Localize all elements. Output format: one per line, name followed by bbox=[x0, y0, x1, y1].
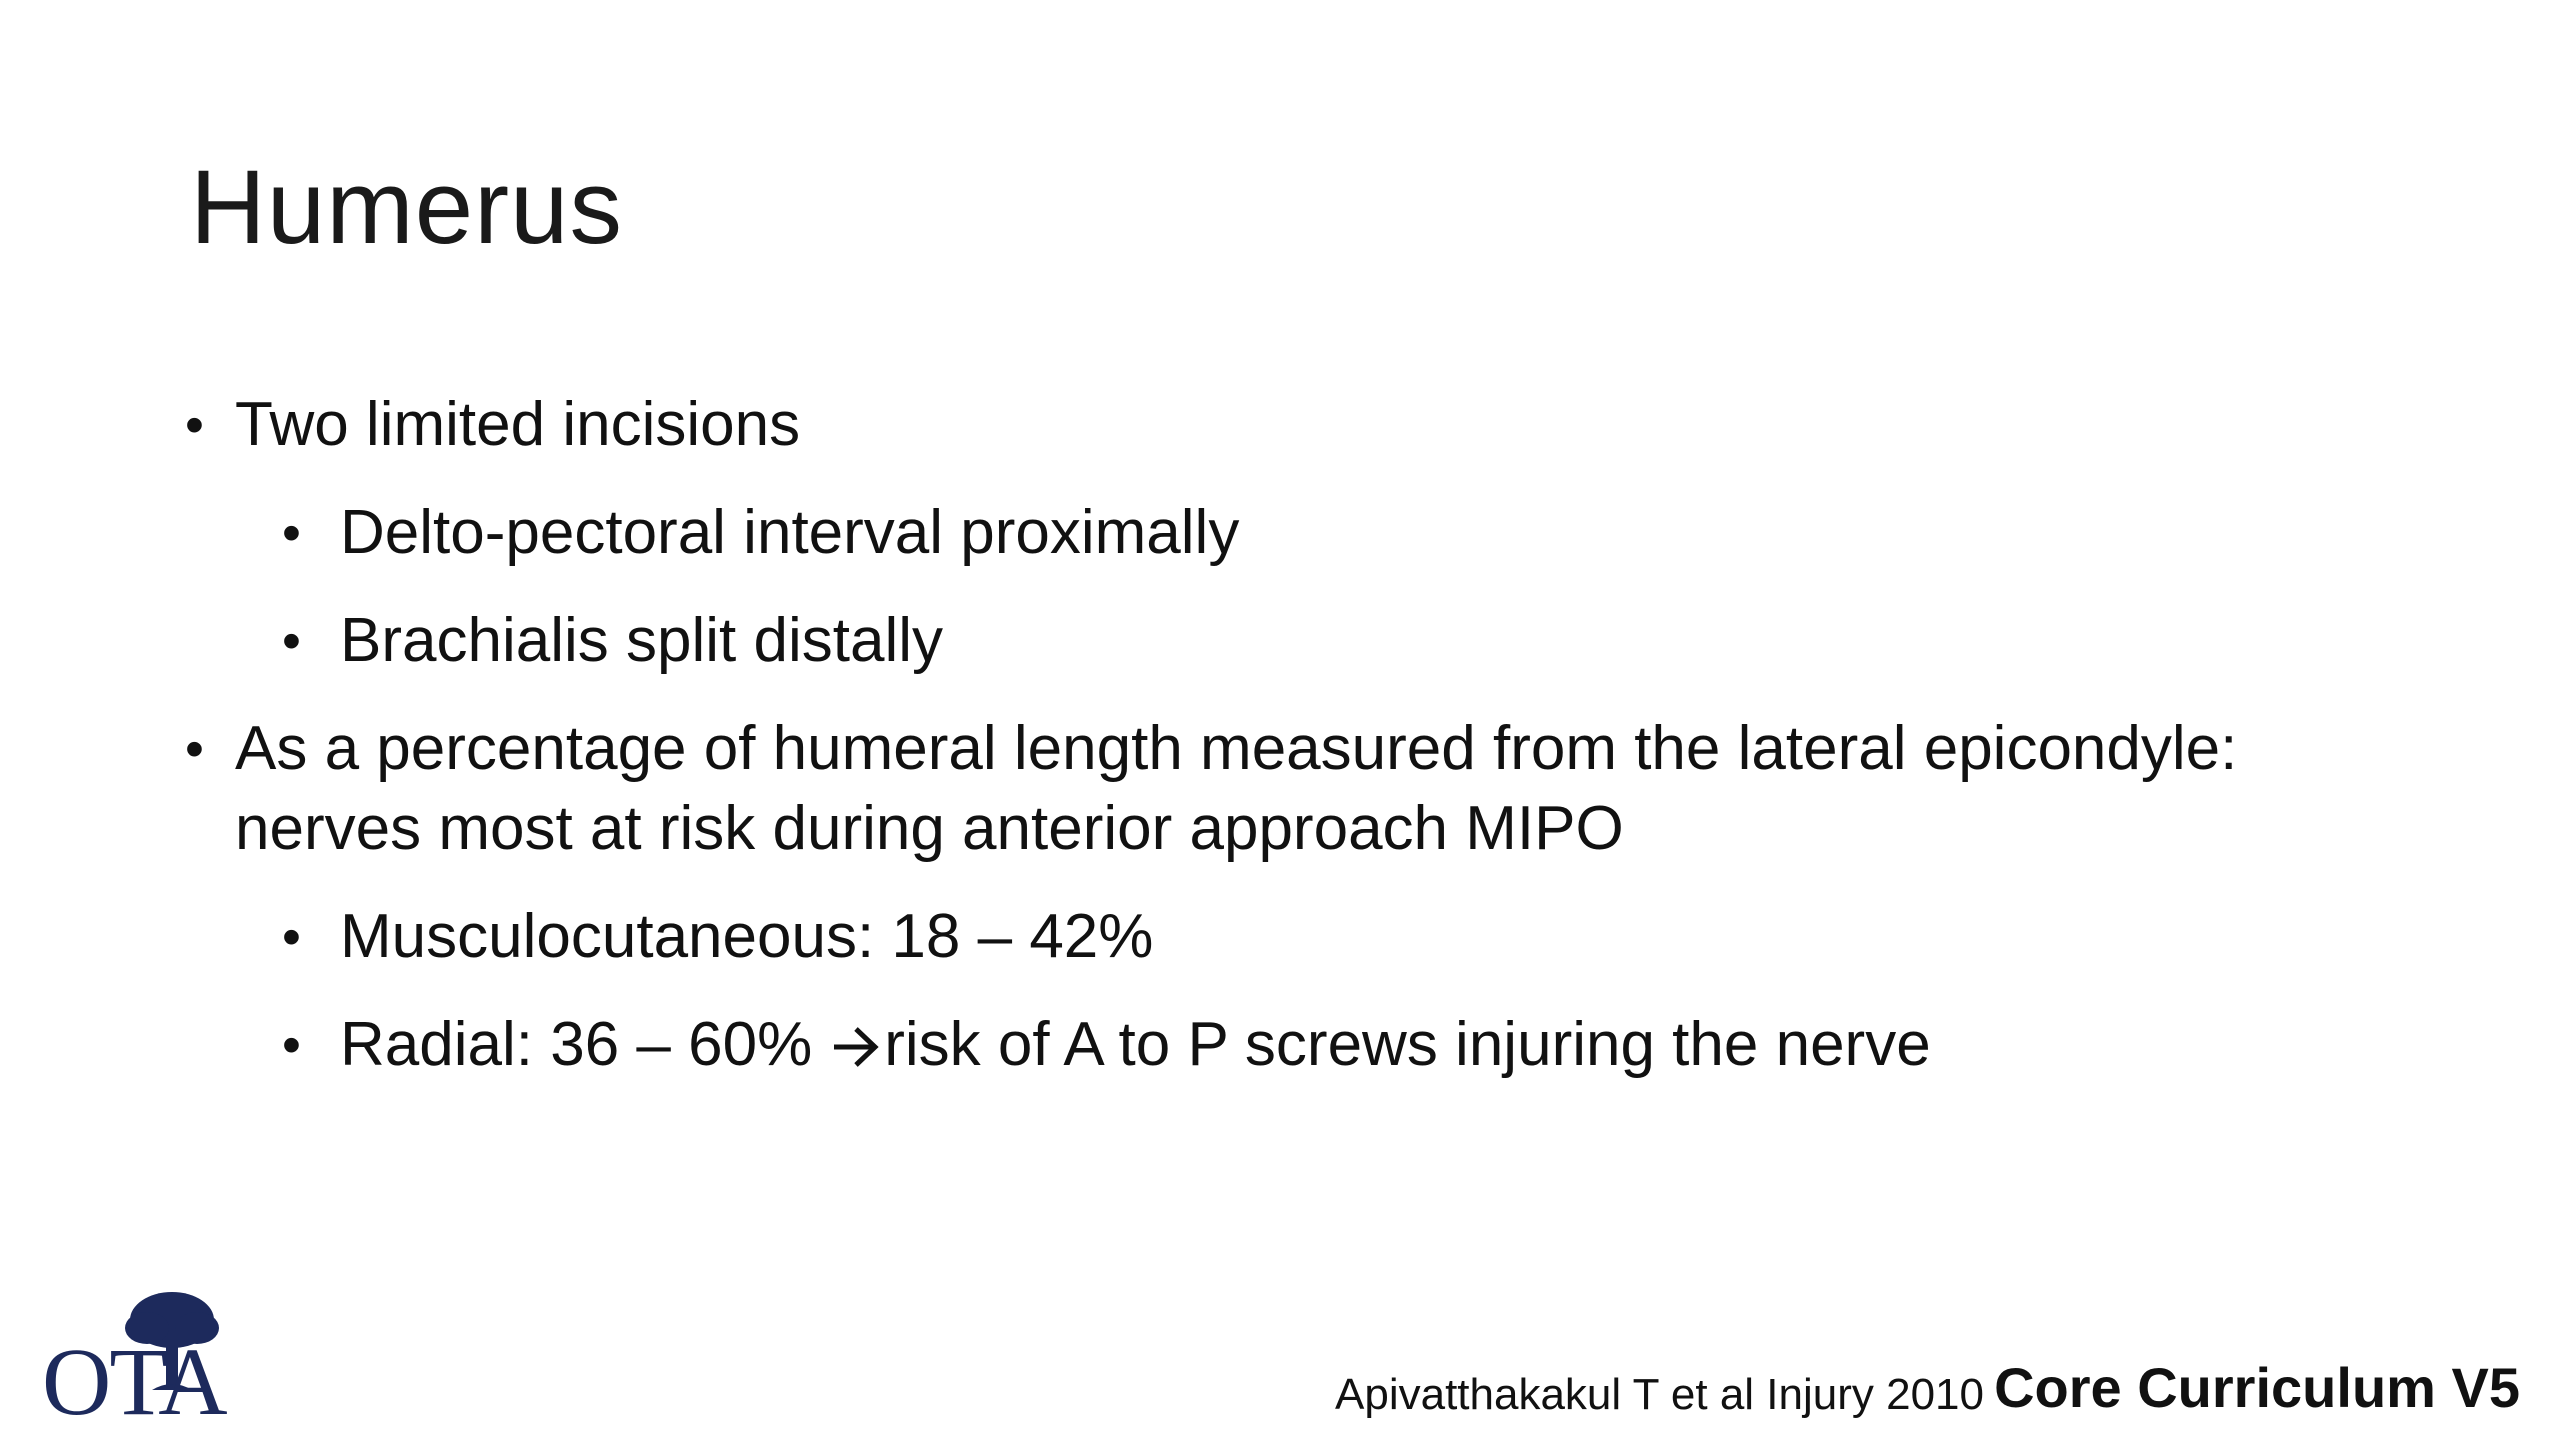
bullet-text-after-arrow: risk of A to P screws injuring the nerve bbox=[884, 1010, 1931, 1079]
core-curriculum-brand: Core Curriculum V5 bbox=[1994, 1356, 2520, 1419]
citation: Apivatthakakul T et al Injury 2010 bbox=[1335, 1370, 1984, 1419]
bullet-dot: • bbox=[282, 907, 301, 967]
bullet-dot: • bbox=[282, 1015, 301, 1075]
sub-bullet-item bbox=[185, 1005, 2385, 1089]
bullet-dot: • bbox=[282, 503, 301, 563]
bullet-text: Delto-pectoral interval proximally bbox=[340, 498, 1240, 567]
bullet-text: As a percentage of humeral length measured from the lateral epicondyle: nerves most at risk during anterior approach MIPO bbox=[235, 714, 2238, 863]
slide-title: Humerus bbox=[190, 149, 623, 266]
sub-bullet-item bbox=[185, 897, 2385, 977]
bullet-dot: • bbox=[185, 395, 204, 455]
sub-bullet-item bbox=[185, 601, 2385, 681]
bullet-dot: • bbox=[282, 611, 301, 671]
bullet-dot: • bbox=[185, 719, 204, 779]
bullet-list bbox=[185, 385, 2385, 1117]
bullet-text-before-arrow: Radial: 36 – 60% bbox=[340, 1010, 813, 1079]
bullet-item bbox=[185, 709, 2285, 869]
logo-text: OTA bbox=[42, 1328, 226, 1435]
bullet-text: Two limited incisions bbox=[235, 390, 801, 459]
sub-bullet-item bbox=[185, 493, 2385, 573]
bullet-text: Musculocutaneous: 18 – 42% bbox=[340, 902, 1154, 971]
right-arrow-icon bbox=[832, 1009, 880, 1089]
ota-logo bbox=[42, 1300, 252, 1435]
bullet-item bbox=[185, 385, 2385, 465]
bullet-text: Brachialis split distally bbox=[340, 606, 943, 675]
